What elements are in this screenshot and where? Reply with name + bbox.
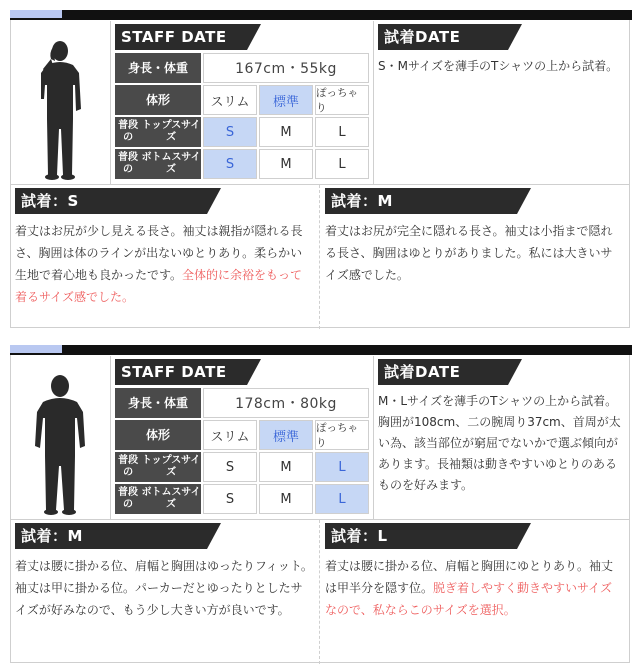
tops-size-label: 普段の トップスサイズ bbox=[115, 452, 201, 482]
tops-option-l: L bbox=[315, 452, 369, 482]
bottoms-option-s: S bbox=[203, 484, 257, 514]
fit-comments bbox=[11, 519, 629, 663]
fit-right-text: 着丈は腰に掛かる位、肩幅と胸囲にゆとりあり。袖丈は甲半分を隠す位。脱ぎ着しやすく動きやすいサイズなので、私ならこのサイズを選択。 bbox=[325, 559, 614, 617]
fit-comments bbox=[11, 184, 629, 328]
body-option-standard: 標準 bbox=[259, 420, 313, 450]
height-weight-label: 身長・体重 bbox=[115, 53, 201, 83]
fit-comment-left bbox=[11, 520, 320, 664]
body-option-chubby: ぽっちゃり bbox=[315, 420, 369, 450]
height-weight-row bbox=[115, 388, 369, 418]
body-type-row bbox=[115, 85, 369, 115]
fit-left-heading: 試着：S bbox=[15, 188, 207, 214]
body-option-slim: スリム bbox=[203, 420, 257, 450]
staff-data-panel bbox=[115, 24, 369, 179]
staff-data-heading: STAFF DATE bbox=[115, 359, 247, 385]
height-weight-label: 身長・体重 bbox=[115, 388, 201, 418]
body-type-row bbox=[115, 420, 369, 450]
body-type-label: 体形 bbox=[115, 420, 201, 450]
staff-card-1 bbox=[10, 10, 630, 328]
body-type-label: 体形 bbox=[115, 85, 201, 115]
card-top-bar bbox=[10, 10, 632, 20]
tops-option-s: S bbox=[203, 452, 257, 482]
man-phone-silhouette-icon bbox=[29, 39, 91, 181]
bottoms-size-label: 普段の ボトムスサイズ bbox=[115, 149, 201, 179]
tops-option-m: M bbox=[259, 117, 313, 147]
fit-right-heading: 試着：M bbox=[325, 188, 517, 214]
bottoms-option-s: S bbox=[203, 149, 257, 179]
fit-left-heading: 試着：M bbox=[15, 523, 207, 549]
staff-card-2 bbox=[10, 345, 630, 663]
fit-left-text: 着丈は腰に掛かる位、肩幅と胸囲はゆったりフィット。袖丈は甲に掛かる位。パーカーだとゆったりとしたサイズが好みなので、もう少し大きい方が良いです。 bbox=[15, 559, 313, 617]
trial-date-text: M・Lサイズを薄手のTシャツの上から試着。胸囲が108cm、二の腕周り37cm、首周が太い為、該当部位が窮屈でないかで選ぶ傾向があります。長袖類は動きやすいゆとりのあるものを好みます。 bbox=[378, 394, 621, 492]
fit-comment-right bbox=[321, 185, 629, 329]
man-standing-silhouette-icon bbox=[29, 374, 91, 516]
card-top-bar bbox=[10, 345, 632, 355]
bottoms-size-label: 普段の ボトムスサイズ bbox=[115, 484, 201, 514]
bottoms-size-row bbox=[115, 149, 369, 179]
height-weight-value: 167cm・55kg bbox=[203, 53, 369, 83]
body-option-chubby: ぽっちゃり bbox=[315, 85, 369, 115]
trial-date-heading: 試着DATE bbox=[378, 24, 508, 50]
tops-size-row bbox=[115, 117, 369, 147]
staff-data-heading: STAFF DATE bbox=[115, 24, 247, 50]
tops-option-s: S bbox=[203, 117, 257, 147]
trial-date-heading: 試着DATE bbox=[378, 359, 508, 385]
staff-figure-cell bbox=[11, 21, 111, 184]
card-accent bbox=[10, 345, 62, 353]
card-accent bbox=[10, 10, 62, 18]
staff-figure-cell bbox=[11, 356, 111, 519]
bottoms-option-m: M bbox=[259, 484, 313, 514]
tops-size-label: 普段の トップスサイズ bbox=[115, 117, 201, 147]
bottoms-size-row bbox=[115, 484, 369, 514]
fit-comment-left bbox=[11, 185, 320, 329]
bottoms-option-m: M bbox=[259, 149, 313, 179]
trial-date-text: S・Mサイズを薄手のTシャツの上から試着。 bbox=[378, 59, 619, 73]
trial-date-panel bbox=[373, 21, 630, 184]
fit-left-highlight: 全体的に余裕をもって着るサイズ感でした。 bbox=[15, 268, 303, 304]
height-weight-value: 178cm・80kg bbox=[203, 388, 369, 418]
fit-right-text: 着丈はお尻が完全に隠れる長さ。袖丈は小指まで隠れる長さ、胸囲はゆとりがありました。私には大きいサイズ感でした。 bbox=[325, 224, 613, 282]
bottoms-option-l: L bbox=[315, 484, 369, 514]
body-option-standard: 標準 bbox=[259, 85, 313, 115]
body-option-slim: スリム bbox=[203, 85, 257, 115]
fit-right-highlight: 脱ぎ着しやすく動きやすいサイズなので、私ならこのサイズを選択。 bbox=[325, 581, 613, 617]
height-weight-row bbox=[115, 53, 369, 83]
fit-right-heading: 試着：L bbox=[325, 523, 517, 549]
fit-left-text: 着丈はお尻が少し見える長さ。袖丈は親指が隠れる長さ、胸囲は体のラインが出ないゆとりあり。柔らかい生地で着心地も良かったです。全体的に余裕をもって着るサイズ感でした。 bbox=[15, 224, 303, 304]
tops-option-l: L bbox=[315, 117, 369, 147]
tops-option-m: M bbox=[259, 452, 313, 482]
tops-size-row bbox=[115, 452, 369, 482]
bottoms-option-l: L bbox=[315, 149, 369, 179]
staff-data-panel bbox=[115, 359, 369, 514]
trial-date-panel bbox=[373, 356, 630, 519]
fit-comment-right bbox=[321, 520, 629, 664]
